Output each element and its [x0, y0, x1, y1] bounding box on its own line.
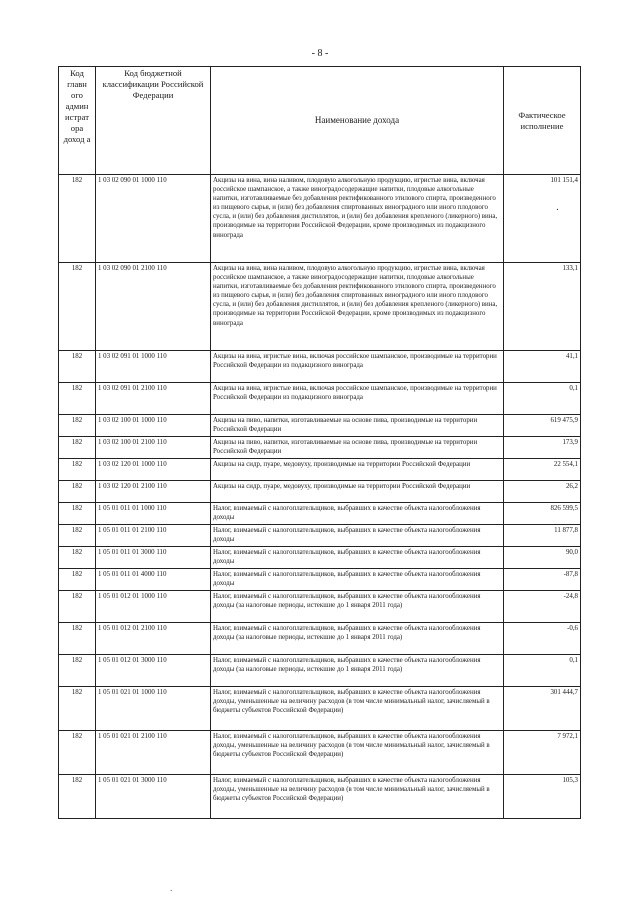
revenue-name-cell: Акцизы на вина, вина наливом, плодовую алкогольную продукцию, игристые вина, включая российское шампанское, а также виноградосодержащие напитки, плодовые алкогольные напитки, изготавливаемые без добавления ректификованного этилового спирта, произведенного из пищевого сырья, и (или) без добавления спиртованных виноградного или иного плодового сусла, и (или) без добавления дистиллятов, и (или) без добавления крепленого (ликерного) вина, производимые на территории Российской Федерации, кроме производимых из подакцизного винограда — [211, 175, 504, 263]
admin-code-cell: 182 — [59, 547, 96, 569]
budget-code-cell: 1 03 02 091 01 2100 110 — [96, 383, 211, 415]
table-row — [59, 775, 581, 819]
revenue-name-cell: Налог, взимаемый с налогоплательщиков, выбравших в качестве объекта налогообложения доходы — [211, 569, 504, 591]
budget-code-cell: 1 05 01 021 01 1000 110 — [96, 687, 211, 731]
amount-cell: 11 877,8 — [504, 525, 581, 547]
page-number: - 8 - — [311, 48, 329, 59]
revenue-name-cell: Акцизы на вина, вина наливом, плодовую алкогольную продукцию, игристые вина, включая российское шампанское, а также виноградосодержащие напитки, плодовые алкогольные напитки, изготавливаемые без добавления ректификованного этилового спирта, произведенного из пищевого сырья, и (или) без добавления спиртованных виноградного или иного плодового сусла, и (или) без добавления дистиллятов, и (или) без добавления крепленого (ликерного) вина, производимые на территории Российской Федерации, кроме производимых из подакцизного винограда — [211, 263, 504, 351]
admin-code-cell: 182 — [59, 569, 96, 591]
header-admin-code: Код главн ого админ истрат ора доход а — [59, 67, 96, 175]
revenue-name-cell: Налог, взимаемый с налогоплательщиков, выбравших в качестве объекта налогообложения доходы (за налоговые периоды, истекшие до 1 января 2011 года) — [211, 591, 504, 623]
revenue-name-cell: Акцизы на вина, игристые вина, включая российское шампанское, производимые на территории Российской Федерации из подакцизного винограда — [211, 351, 504, 383]
revenue-name-cell: Акцизы на пиво, напитки, изготавливаемые на основе пива, производимые на территории Российской Федерации — [211, 437, 504, 459]
budget-code-cell: 1 05 01 021 01 3000 110 — [96, 775, 211, 819]
budget-code-cell: 1 03 02 100 01 1000 110 — [96, 415, 211, 437]
amount-cell: 22 554,1 — [504, 459, 581, 481]
admin-code-cell: 182 — [59, 415, 96, 437]
budget-code-cell: 1 03 02 091 01 1000 110 — [96, 351, 211, 383]
admin-code-cell: 182 — [59, 775, 96, 819]
revenue-name-cell: Акцизы на пиво, напитки, изготавливаемые на основе пива, производимые на территории Российской Федерации — [211, 415, 504, 437]
table-row — [59, 503, 581, 525]
table-row — [59, 383, 581, 415]
revenue-name-cell: Налог, взимаемый с налогоплательщиков, выбравших в качестве объекта налогообложения доходы, уменьшенные на величину расходов (в том числе минимальный налог, зачисляемый в бюджеты субъектов Российской Федерации) — [211, 775, 504, 819]
table-row — [59, 623, 581, 655]
table-row — [59, 481, 581, 503]
table-row — [59, 437, 581, 459]
revenue-name-cell: Налог, взимаемый с налогоплательщиков, выбравших в качестве объекта налогообложения доходы — [211, 503, 504, 525]
budget-code-cell: 1 05 01 011 01 4000 110 — [96, 569, 211, 591]
table-row — [59, 655, 581, 687]
admin-code-cell: 182 — [59, 383, 96, 415]
table-body — [59, 175, 581, 819]
table-row — [59, 263, 581, 351]
revenue-name-cell: Налог, взимаемый с налогоплательщиков, выбравших в качестве объекта налогообложения доходы (за налоговые периоды, истекшие до 1 января 2011 года) — [211, 655, 504, 687]
budget-code-cell: 1 03 02 090 01 1000 110 — [96, 175, 211, 263]
amount-cell: 619 475,9 — [504, 415, 581, 437]
table-row — [59, 731, 581, 775]
budget-code-cell: 1 03 02 120 01 2100 110 — [96, 481, 211, 503]
revenue-name-cell: Акцизы на вина, игристые вина, включая российское шампанское, производимые на территории Российской Федерации из подакцизного винограда — [211, 383, 504, 415]
table-row — [59, 547, 581, 569]
header-actual-execution: Фактическое исполнение — [504, 67, 581, 175]
admin-code-cell: 182 — [59, 623, 96, 655]
revenue-table — [58, 66, 581, 819]
budget-code-cell: 1 05 01 011 01 3000 110 — [96, 547, 211, 569]
admin-code-cell: 182 — [59, 481, 96, 503]
amount-cell: 0,1 — [504, 383, 581, 415]
budget-code-cell: 1 05 01 021 01 2100 110 — [96, 731, 211, 775]
amount-cell: 133,1 — [504, 263, 581, 351]
amount-cell: -24,8 — [504, 591, 581, 623]
header-revenue-name: Наименование дохода — [211, 67, 504, 175]
admin-code-cell: 182 — [59, 731, 96, 775]
amount-cell: -0,6 — [504, 623, 581, 655]
budget-code-cell: 1 05 01 011 01 1000 110 — [96, 503, 211, 525]
revenue-name-cell: Акцизы на сидр, пуаре, медовуху, производимые на территории Российской Федерации — [211, 481, 504, 503]
admin-code-cell: 182 — [59, 503, 96, 525]
revenue-name-cell: Налог, взимаемый с налогоплательщиков, выбравших в качестве объекта налогообложения доходы (за налоговые периоды, истекшие до 1 января 2011 года) — [211, 623, 504, 655]
admin-code-cell: 182 — [59, 175, 96, 263]
admin-code-cell: 182 — [59, 687, 96, 731]
revenue-name-cell: Налог, взимаемый с налогоплательщиков, выбравших в качестве объекта налогообложения доходы, уменьшенные на величину расходов (в том числе минимальный налог, зачисляемый в бюджеты субъектов Российской Федерации) — [211, 687, 504, 731]
amount-cell: -87,8 — [504, 569, 581, 591]
stray-mark: . — [170, 885, 173, 893]
amount-cell: 101 151,4 — [504, 175, 581, 263]
table-row — [59, 415, 581, 437]
table-row — [59, 459, 581, 481]
amount-cell: 0,1 — [504, 655, 581, 687]
amount-cell: 90,0 — [504, 547, 581, 569]
admin-code-cell: 182 — [59, 263, 96, 351]
budget-code-cell: 1 03 02 120 01 1000 110 — [96, 459, 211, 481]
revenue-name-cell: Налог, взимаемый с налогоплательщиков, выбравших в качестве объекта налогообложения доходы — [211, 525, 504, 547]
budget-code-cell: 1 03 02 090 01 2100 110 — [96, 263, 211, 351]
stray-mark: . — [556, 203, 559, 213]
amount-cell: 7 972,1 — [504, 731, 581, 775]
table-row — [59, 175, 581, 263]
admin-code-cell: 182 — [59, 655, 96, 687]
budget-code-cell: 1 05 01 012 01 1000 110 — [96, 591, 211, 623]
amount-cell: 173,9 — [504, 437, 581, 459]
admin-code-cell: 182 — [59, 437, 96, 459]
budget-code-cell: 1 03 02 100 01 2100 110 — [96, 437, 211, 459]
budget-code-cell: 1 05 01 011 01 2100 110 — [96, 525, 211, 547]
revenue-name-cell: Налог, взимаемый с налогоплательщиков, выбравших в качестве объекта налогообложения доходы — [211, 547, 504, 569]
table-row — [59, 525, 581, 547]
amount-cell: 105,3 — [504, 775, 581, 819]
admin-code-cell: 182 — [59, 591, 96, 623]
amount-cell: 41,1 — [504, 351, 581, 383]
budget-code-cell: 1 05 01 012 01 2100 110 — [96, 623, 211, 655]
header-budget-code: Код бюджетной классификации Российской Федерации — [96, 67, 211, 175]
revenue-name-cell: Акцизы на сидр, пуаре, медовуху, производимые на территории Российской Федерации — [211, 459, 504, 481]
table-row — [59, 687, 581, 731]
amount-cell: 301 444,7 — [504, 687, 581, 731]
admin-code-cell: 182 — [59, 351, 96, 383]
amount-cell: 826 599,5 — [504, 503, 581, 525]
revenue-name-cell: Налог, взимаемый с налогоплательщиков, выбравших в качестве объекта налогообложения доходы, уменьшенные на величину расходов (в том числе минимальный налог, зачисляемый в бюджеты субъектов Российской Федерации) — [211, 731, 504, 775]
table-row — [59, 569, 581, 591]
table-row — [59, 351, 581, 383]
admin-code-cell: 182 — [59, 525, 96, 547]
table-row — [59, 591, 581, 623]
budget-code-cell: 1 05 01 012 01 3000 110 — [96, 655, 211, 687]
amount-cell: 26,2 — [504, 481, 581, 503]
admin-code-cell: 182 — [59, 459, 96, 481]
table-header — [59, 67, 581, 175]
